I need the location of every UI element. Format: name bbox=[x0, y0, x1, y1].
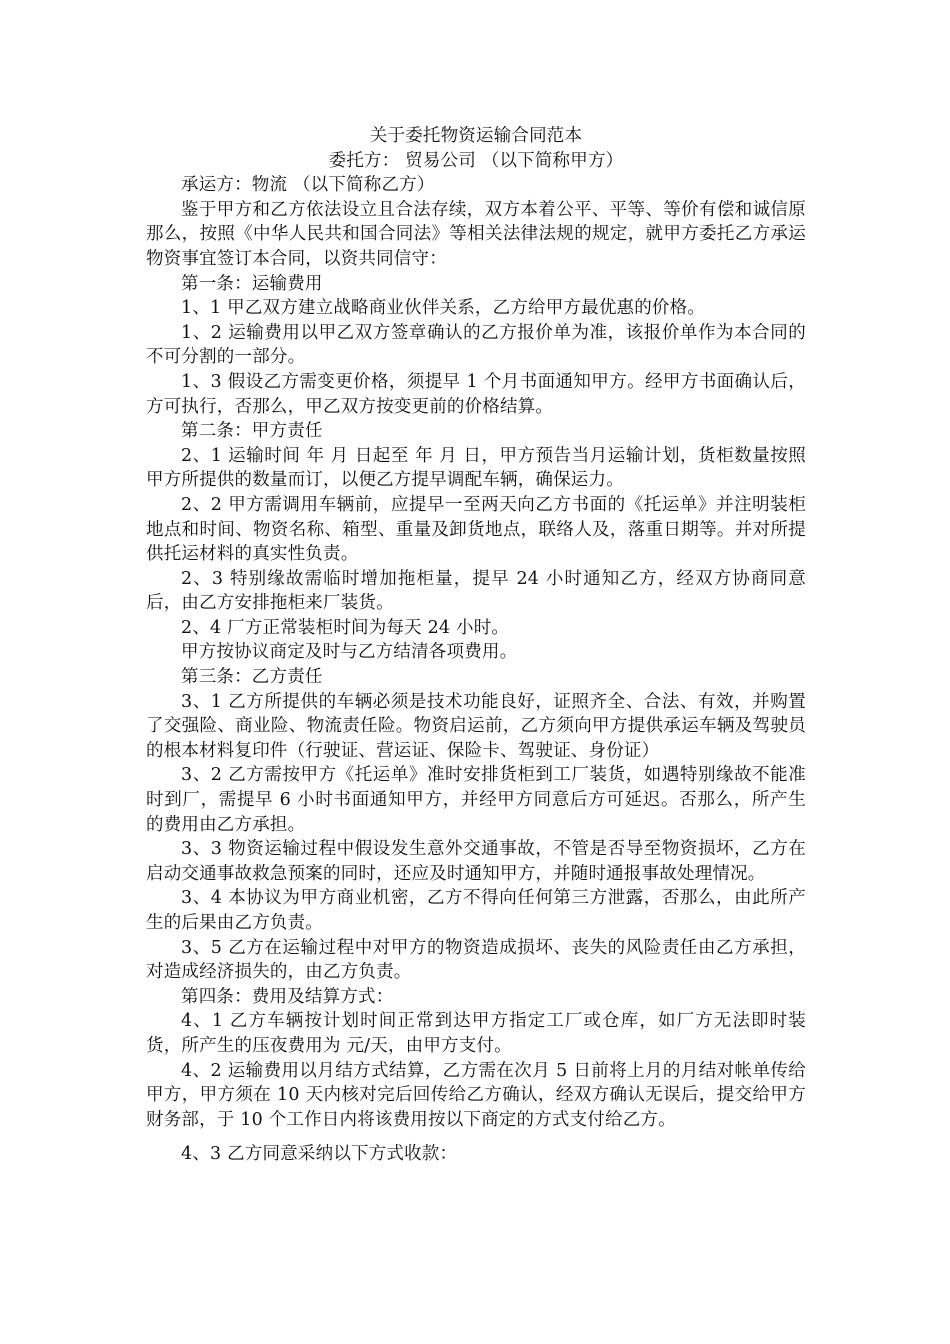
clause-4-1: 4、1 乙方车辆按计划时间正常到达甲方指定工厂或仓库，如厂方无法即时装货，所产生的压夜费用为 元/天，由甲方支付。 bbox=[146, 1011, 806, 1056]
clause-2-1: 2、1 运输时间 年 月 日起至 年 月 日，甲方预告当月运输计划，货柜数量按照甲方所提供的数量而订，以便乙方提早调配车辆，确保运力。 bbox=[146, 445, 806, 491]
clause-3-1: 3、1 乙方所提供的车辆必须是技术功能良好，证照齐全、合法、有效，并购置了交强险、商业险、物流责任险。物资启运前，乙方须向甲方提供承运车辆及驾驶员的根本材料复印件（行驶证、营运证、保险卡、驾驶证、身份证） bbox=[146, 691, 806, 761]
clause-4-3: 4、3 乙方同意采纳以下方式收款： bbox=[181, 1144, 458, 1165]
preamble-paragraph: 鉴于甲方和乙方依法设立且合法存续，双方本着公平、平等、等价有偿和诚信原那么，按照《中华人民共和国合同法》等相关法律法规的规定，就甲方委托乙方承运物资事宜签订本合同，以资共同信守： bbox=[146, 199, 806, 269]
clause-1-1: 1、1 甲乙双方建立战略商业伙伴关系，乙方给甲方最优惠的价格。 bbox=[181, 298, 706, 319]
document-title: 关于委托物资运输合同范本 bbox=[369, 126, 583, 146]
settlement-note: 甲方按协议商定及时与乙方结清各项费用。 bbox=[181, 642, 518, 663]
article-4-heading: 第四条：费用及结算方式： bbox=[181, 986, 394, 1007]
client-party-line: 委托方： 贸易公司 （以下简称甲方） bbox=[328, 150, 624, 171]
clause-2-4: 2、4 厂方正常装柜时间为每天 24 小时。 bbox=[181, 617, 510, 638]
clause-3-4: 3、4 本协议为甲方商业机密，乙方不得向任何第三方泄露，否那么，由此所产生的后果由乙方负责。 bbox=[146, 888, 806, 933]
clause-3-2: 3、2 乙方需按甲方《托运单》准时安排货柜到工厂装货，如遇特别缘故不能准时到厂，需提早 6 小时书面通知甲方，并经甲方同意后方可延迟。否那么，所产生的费用由乙方承担。 bbox=[146, 765, 806, 835]
document-body bbox=[146, 124, 806, 1167]
clause-3-3: 3、3 物资运输过程中假设发生意外交通事故，不管是否导至物资损坏，乙方在启动交通事故救急预案的同时，还应及时通知甲方，并随时通报事故处理情况。 bbox=[146, 839, 806, 884]
carrier-party-line: 承运方：物流 （以下简称乙方） bbox=[181, 175, 435, 196]
clause-1-3: 1、3 假设乙方需变更价格，须提早 1 个月书面通知甲方。经甲方书面确认后，方可执行，否那么，甲乙双方按变更前的价格结算。 bbox=[146, 371, 806, 417]
article-1-heading: 第一条：运输费用 bbox=[181, 273, 323, 294]
clause-4-2: 4、2 运输费用以月结方式结算，乙方需在次月 5 日前将上月的月结对帐单传给甲方，甲方须在 10 天内核对完后回传给乙方确认，经双方确认无误后，提交给甲方财务部，于 10 个工作日内将该费用按以下商定的方式支付给乙方。 bbox=[146, 1060, 806, 1130]
clause-3-5: 3、5 乙方在运输过程中对甲方的物资造成损坏、丧失的风险责任由乙方承担，对造成经济损失的，由乙方负责。 bbox=[146, 937, 806, 983]
clause-1-2: 1、2 运输费用以甲乙双方签章确认的乙方报价单为准，该报价单作为本合同的不可分割的一部分。 bbox=[146, 322, 806, 368]
clause-2-3: 2、3 特别缘故需临时增加拖柜量，提早 24 小时通知乙方，经双方协商同意后，由乙方安排拖柜来厂装货。 bbox=[146, 568, 806, 614]
article-2-heading: 第二条：甲方责任 bbox=[181, 421, 323, 442]
clause-2-2: 2、2 甲方需调用车辆前，应提早一至两天向乙方书面的《托运单》并注明装柜地点和时间、物资名称、箱型、重量及卸货地点，联络人及，落重日期等。并对所提供托运材料的真实性负责。 bbox=[146, 494, 806, 565]
article-3-heading: 第三条：乙方责任 bbox=[181, 667, 323, 688]
